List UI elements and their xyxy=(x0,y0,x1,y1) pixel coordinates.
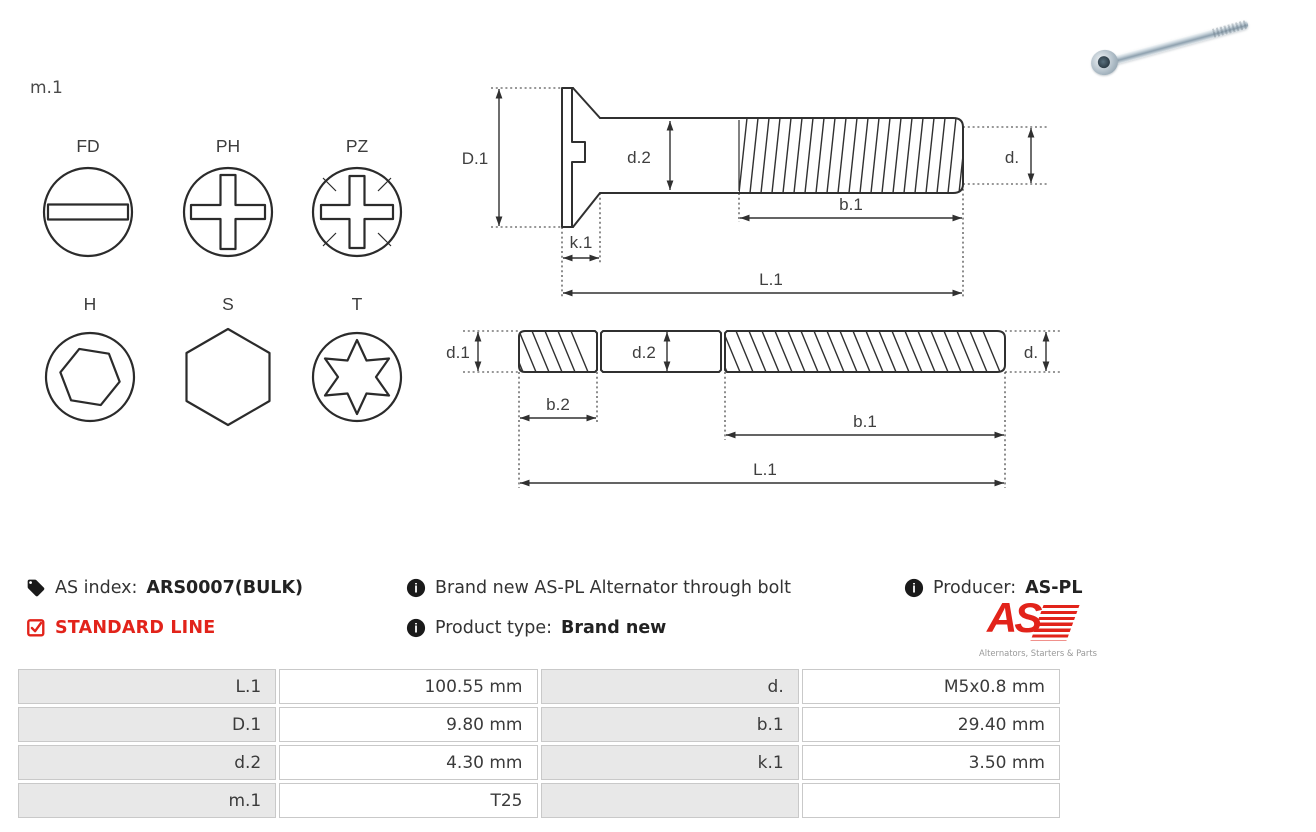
bolt-shaft xyxy=(1105,20,1249,67)
drive-label-t: T xyxy=(351,294,363,314)
as-index-row xyxy=(26,578,303,598)
dim-label-d2: d.2 xyxy=(627,148,651,167)
spec-label: d. xyxy=(541,669,799,704)
dim-label-d: d. xyxy=(1023,343,1039,362)
spec-value: 9.80 mm xyxy=(279,707,537,742)
spec-value: M5x0.8 mm xyxy=(802,669,1060,704)
dim-label-b1: b.1 xyxy=(853,412,877,431)
dim-label-k1: k.1 xyxy=(569,233,593,252)
product-photo xyxy=(1085,12,1265,112)
drive-label-s: S xyxy=(222,294,234,314)
table-row xyxy=(18,669,1060,704)
spec-label: k.1 xyxy=(541,745,799,780)
spec-label: L.1 xyxy=(18,669,276,704)
drive-label-fd: FD xyxy=(76,136,100,156)
dim-label-d2: d.2 xyxy=(632,343,656,362)
description-row xyxy=(406,578,791,598)
drive-label-pz: PZ xyxy=(345,136,369,156)
bolt-socket xyxy=(1097,55,1112,70)
hex-socket-drive-icon xyxy=(46,333,134,421)
m1-label: m.1 xyxy=(30,78,63,98)
logo-wordmark: AS xyxy=(987,594,1040,641)
svg-text:i: i xyxy=(912,580,916,596)
producer-value: AS-PL xyxy=(1025,578,1083,598)
thread-hatching-right xyxy=(710,331,1000,372)
spec-label: D.1 xyxy=(18,707,276,742)
as-pl-logo xyxy=(979,594,1097,658)
info-icon xyxy=(406,578,426,598)
producer-label: Producer: xyxy=(933,578,1017,598)
bolt-outline xyxy=(562,88,967,227)
torx-drive-icon xyxy=(313,333,401,421)
drive-label-ph: PH xyxy=(215,136,241,156)
spec-value: 100.55 mm xyxy=(279,669,537,704)
bolt-side-view-drawing xyxy=(455,80,1070,308)
spec-label: d.2 xyxy=(18,745,276,780)
drive-types-diagram xyxy=(30,132,422,437)
info-icon xyxy=(406,618,426,638)
tag-icon xyxy=(26,578,46,598)
product-description: Brand new AS-PL Alternator through bolt xyxy=(435,578,792,598)
phillips-drive-icon xyxy=(184,168,272,256)
product-type-row xyxy=(406,618,666,638)
product-type-value: Brand new xyxy=(561,618,667,638)
hex-external-drive-icon xyxy=(187,329,270,425)
table-row xyxy=(18,707,1060,742)
standard-line-row xyxy=(26,618,215,638)
as-index-label: AS index: xyxy=(55,578,138,598)
spec-label: b.1 xyxy=(541,707,799,742)
dim-label-L1: L.1 xyxy=(753,460,777,479)
dim-label-d: d. xyxy=(1004,148,1020,167)
spec-table xyxy=(15,666,1063,821)
spec-label: m.1 xyxy=(18,783,276,818)
spec-value: 29.40 mm xyxy=(802,707,1060,742)
standard-line-badge: STANDARD LINE xyxy=(55,618,216,638)
bolt-head xyxy=(1088,47,1121,78)
as-index-value: ARS0007(BULK) xyxy=(146,578,304,598)
svg-text:i: i xyxy=(414,620,418,636)
drive-label-h: H xyxy=(83,294,97,314)
spec-label xyxy=(541,783,799,818)
table-row xyxy=(18,745,1060,780)
stud-outline xyxy=(506,331,1005,372)
svg-text:i: i xyxy=(414,580,418,596)
thread-hatching xyxy=(739,118,967,193)
dim-label-L1: L.1 xyxy=(759,270,783,289)
dim-label-D1: D.1 xyxy=(461,149,489,168)
info-icon xyxy=(904,578,924,598)
bolt-threaded-tip xyxy=(1212,20,1249,38)
checkbox-icon xyxy=(26,618,46,638)
spec-value: T25 xyxy=(279,783,537,818)
dim-label-b1: b.1 xyxy=(839,195,863,214)
spec-value xyxy=(802,783,1060,818)
pozidriv-drive-icon xyxy=(313,168,401,256)
dim-label-d1: d.1 xyxy=(446,343,470,362)
stud-view-drawing xyxy=(445,315,1070,500)
product-type-label: Product type: xyxy=(435,618,552,638)
dimension-lines xyxy=(499,89,1031,293)
logo-tagline: Alternators, Starters & Parts xyxy=(979,648,1097,658)
dim-label-b2: b.2 xyxy=(546,395,570,414)
slotted-drive-icon xyxy=(44,168,132,256)
spec-value: 3.50 mm xyxy=(802,745,1060,780)
table-row xyxy=(18,783,1060,818)
spec-value: 4.30 mm xyxy=(279,745,537,780)
